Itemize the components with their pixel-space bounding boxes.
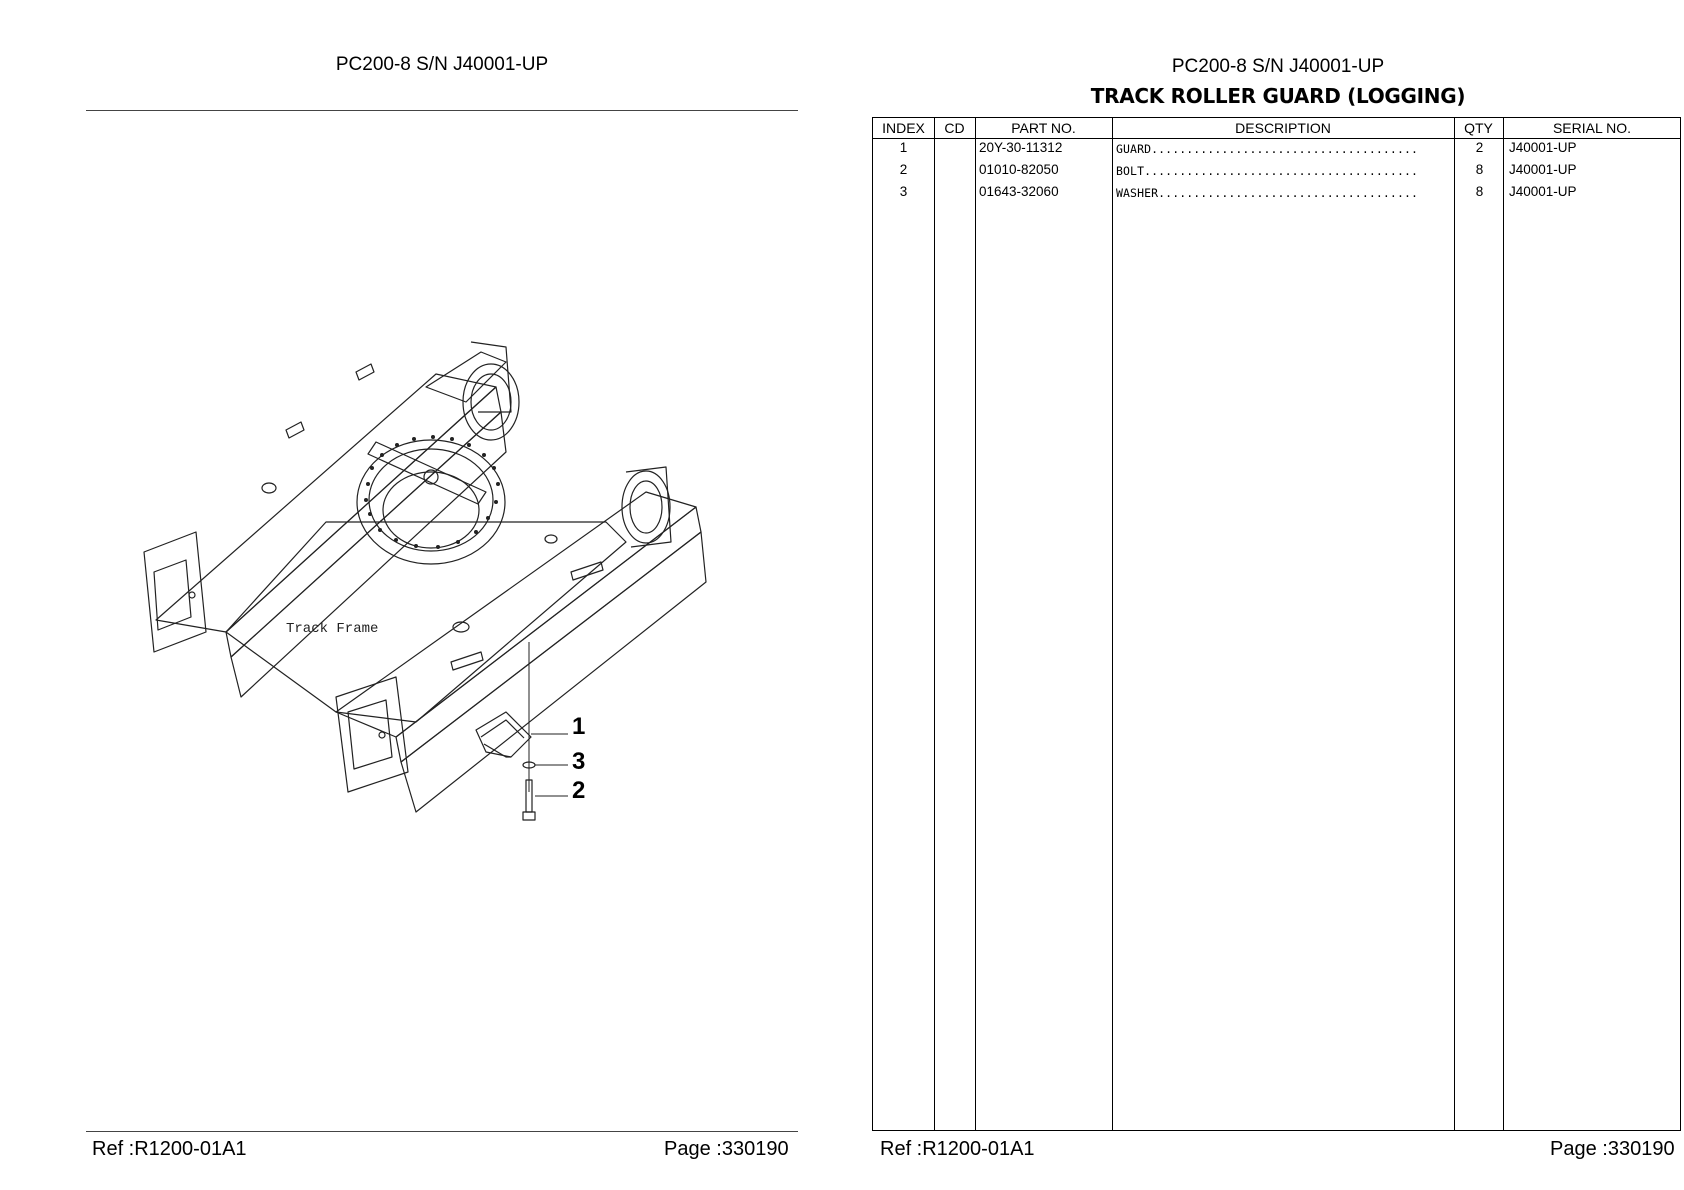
callout-2: 2 — [572, 777, 586, 804]
left-top-divider — [86, 110, 798, 111]
left-footer-page: Page :330190 — [664, 1138, 789, 1160]
row-serial: J40001-UP — [1509, 162, 1577, 177]
callout-1: 1 — [572, 713, 586, 740]
row-index: 1 — [899, 140, 908, 155]
row-qty: 8 — [1475, 162, 1484, 177]
header-description: DESCRIPTION — [1235, 120, 1331, 136]
row-index: 2 — [899, 162, 908, 177]
row-qty: 8 — [1475, 184, 1484, 199]
header-cd: CD — [944, 120, 965, 136]
row-description: BOLT....................................... — [1116, 164, 1419, 178]
track-frame-drawing — [86, 112, 798, 1130]
right-page-subtitle: TRACK ROLLER GUARD (LOGGING) — [1090, 84, 1466, 108]
callout-3: 3 — [572, 748, 586, 775]
left-bottom-divider — [86, 1131, 798, 1132]
row-part-no: 01010-82050 — [979, 162, 1059, 177]
right-page-title: PC200-8 S/N J40001-UP — [1171, 56, 1385, 77]
table-row — [873, 140, 1680, 162]
right-footer-page: Page :330190 — [1550, 1138, 1675, 1160]
row-index: 3 — [899, 184, 908, 199]
right-footer-ref: Ref :R1200-01A1 — [880, 1138, 1035, 1160]
track-frame-label: Track Frame — [286, 621, 379, 637]
header-serial-no: SERIAL NO. — [1552, 120, 1632, 136]
row-description: GUARD...................................... — [1116, 142, 1419, 156]
row-serial: J40001-UP — [1509, 184, 1577, 199]
row-part-no: 20Y-30-11312 — [979, 140, 1063, 155]
header-part-no: PART NO. — [1011, 120, 1076, 136]
left-footer-ref: Ref :R1200-01A1 — [92, 1138, 247, 1160]
row-serial: J40001-UP — [1509, 140, 1577, 155]
row-description: WASHER..................................... — [1116, 186, 1419, 200]
table-row — [873, 184, 1680, 206]
row-part-no: 01643-32060 — [979, 184, 1059, 199]
parts-table — [872, 117, 1681, 1131]
header-qty: QTY — [1464, 120, 1493, 136]
table-row — [873, 162, 1680, 184]
row-qty: 2 — [1475, 140, 1484, 155]
left-page-title: PC200-8 S/N J40001-UP — [335, 54, 549, 75]
header-index: INDEX — [882, 120, 925, 136]
